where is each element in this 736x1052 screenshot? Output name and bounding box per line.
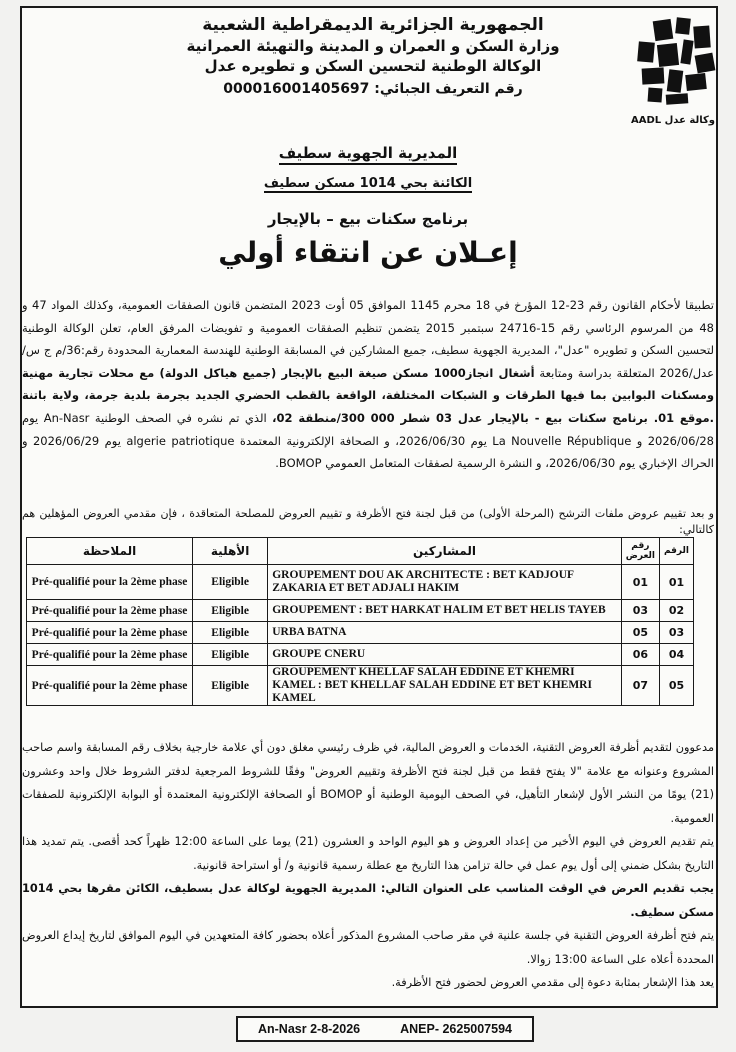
row-participant: GROUPEMENT : BET HARKAT HALIM ET BET HELIS TAYEB [268, 600, 622, 622]
row-num: 01 [659, 565, 693, 600]
header-notes: الملاحظة [27, 538, 193, 565]
paragraph-part-b: أشغال انجاز1000 مسكن صيغة البيع بالإيجار (جميع هياكل الدولة) مع محلات تجارية مهنية ومسكنات البوابين بما فيها الطرقات و الشبكات المختلفة، الواقعة بالقطب الحضري الجديد بجرمة بلدية جرمة، ولاية باتنة .موقع 01. برنامج سكنات بيع - بالإيجار عدل 03 شطر 000 300/منطقة 02، [22, 365, 714, 425]
row-num: 03 [659, 622, 693, 644]
instruction-paragraph: مدعوون لتقديم أظرفة العروض التقنية، الخدمات و العروض المالية، في ظرف رئيسي مغلق دون أي علامة خارجية بخلاف رقم المسابقة واسم صاحب المشروع وعنوانه مع علامة "لا يفتح فقط من قبل لجنة فتح الأظرفة وتقييم العروض" وفقًا للشروط المرجعية لدفتر الشروط خلال واحد وعشرون (21) يومًا من النشر الأول لإشعار التأهيل، في الصحف اليومية الوطنية أو BOMOP أو الصحافة الإلكترونية المعتمدة أو البوابة الإلكترونية للصفقات العمومية. [22, 741, 714, 825]
agency-name: الوكالة الوطنية لتحسين السكن و تطويره عدل [204, 57, 542, 75]
paragraph-part-c: الذي تم نشره في الصحف الوطنية An-Nasr يوم 2026/06/28 و La Nouvelle République يوم 2026/06/30، و الصحافة الإلكترونية المعتمدة algerie patriotique يوم 2026/06/29 و الحراك الإخباري يوم 2026/06/30، و النشرة الرسمية لصفقات المتعامل العمومي BOMOP. [22, 410, 714, 471]
instruction-paragraph: يجب تقديم العرض في الوقت المناسب على العنوان التالي: المديرية الجهوية لوكالة عدل بسطيف، الكائن مقرها بحي 1014 مسكن سطيف. [22, 882, 714, 919]
row-eligibility: Eligible [193, 600, 268, 622]
row-offer: 06 [621, 644, 659, 666]
table-row [27, 622, 694, 644]
row-offer: 03 [621, 600, 659, 622]
row-note: Pré-qualifié pour la 2ème phase [27, 622, 193, 644]
header-eligibility: الأهلية [193, 538, 268, 565]
instruction-paragraph: يعد هذا الإشعار بمثابة دعوة إلى مقدمي العروض لحضور فتح الأظرفة. [391, 976, 714, 989]
table-row [27, 666, 694, 706]
row-participant: URBA BATNA [268, 622, 622, 644]
aadl-logo [624, 16, 722, 126]
publication-footer [236, 1016, 534, 1042]
republic-name: الجمهورية الجزائرية الديمقراطية الشعبية [202, 15, 544, 35]
announcement-paragraph [22, 294, 714, 475]
paragraph-part-a: تطبيقا لأحكام القانون رقم 23-12 المؤرخ في 18 محرم 1145 الموافق 05 أوت 2023 المتضمن قانون الصفقات العمومية، وكذلك المواد 47 و 48 من المرسوم الرئاسي رقم 15-24716 سبتمبر 2015 يتضمن تنظيم الصفقات العمومية و تفويضات المرفق العام، تعلن الوكالة الوطنية لتحسين السكن و تطويره "عدل"، المديرية الجهوية سطيف، جميع المشاركين في المسابقة الوطنية للهندسة المعمارية المحدودة رقم:36/م ج س/ عدل/2026 المتعلقة بدراسة ومتابعة [22, 298, 714, 380]
row-eligibility: Eligible [193, 565, 268, 600]
ministry-name: وزارة السكن و العمران و المدينة والتهيئة العمرانية [186, 37, 560, 55]
instructions-block [22, 736, 714, 995]
header-participants: المشاركين [268, 538, 622, 565]
instruction-paragraph: يتم فتح أظرفة العروض التقنية في جلسة علنية في مقر صاحب المشروع المذكور أعلاه بحضور كافة المتعهدين في اليوم الموافق لتاريخ إيداع العروض المحددة أعلاه على الساعة 13:00 زوالا. [22, 929, 714, 966]
row-num: 05 [659, 666, 693, 706]
row-num: 02 [659, 600, 693, 622]
table-row [27, 644, 694, 666]
results-table [26, 537, 694, 706]
row-eligibility: Eligible [193, 644, 268, 666]
program-title: برنامج سكنات بيع – بالإيجار [267, 210, 469, 228]
row-offer: 05 [621, 622, 659, 644]
document-header [130, 14, 616, 102]
logo-caption: وكالة عدل AADL [630, 115, 715, 126]
row-note: Pré-qualifié pour la 2ème phase [27, 600, 193, 622]
row-eligibility: Eligible [193, 666, 268, 706]
header-offer-num: رقم العرض [621, 538, 659, 565]
table-row [27, 600, 694, 622]
intro-line: و بعد تقييم عروض ملفات الترشح (المرحلة الأولى) من قبل لجنة فتح الأظرفة و تقييم العروض للمصلحة المتعاقدة ، فإن مقدمي العروض المؤهلين هم كالتالي: [22, 507, 714, 536]
row-participant: GROUPEMENT DOU AK ARCHITECTE : BET KADJOUF ZAKARIA ET BET ADJALI HAKIM [268, 565, 622, 600]
tax-id: رقم التعريف الجبائي: 000016001405697 [223, 81, 523, 97]
row-note: Pré-qualifié pour la 2ème phase [27, 666, 193, 706]
footer-newspaper: An-Nasr 2-8-2026 [257, 1022, 361, 1036]
table-row [27, 565, 694, 600]
row-participant: GROUPE CNERU [268, 644, 622, 666]
page-title: إعـلان عن انتقاء أولي [218, 236, 518, 269]
row-participant: GROUPEMENT KHELLAF SALAH EDDINE ET KHEMRI KAMEL : BET KHELLAF SALAH EDDINE ET BET KHEMRI KAMEL [268, 666, 622, 706]
aadl-logo-mark-icon [624, 16, 722, 108]
row-num: 04 [659, 644, 693, 666]
direction-location: الكائنة بحي 1014 مسكن سطيف [263, 176, 473, 191]
header-num: الرقم [659, 538, 693, 565]
row-eligibility: Eligible [193, 622, 268, 644]
row-note: Pré-qualifié pour la 2ème phase [27, 565, 193, 600]
instruction-paragraph: يتم تقديم العروض في اليوم الأخير من إعداد العروض و هو اليوم الواحد و العشرون (21) يوما على الساعة 12:00 ظهراً كحد أقصى. يتم تمديد هذا التاريخ بشكل ضمني إلى أول يوم عمل في حالة تزامن هذا التاريخ مع عطلة رسمية قانونية و/ أو استراحة قانونية. [22, 835, 714, 872]
table-header-row [27, 538, 694, 565]
footer-anep: ANEP- 2625007594 [400, 1022, 512, 1036]
row-note: Pré-qualifié pour la 2ème phase [27, 644, 193, 666]
row-offer: 07 [621, 666, 659, 706]
row-offer: 01 [621, 565, 659, 600]
regional-direction: المديرية الجهوية سطيف [0, 144, 736, 162]
